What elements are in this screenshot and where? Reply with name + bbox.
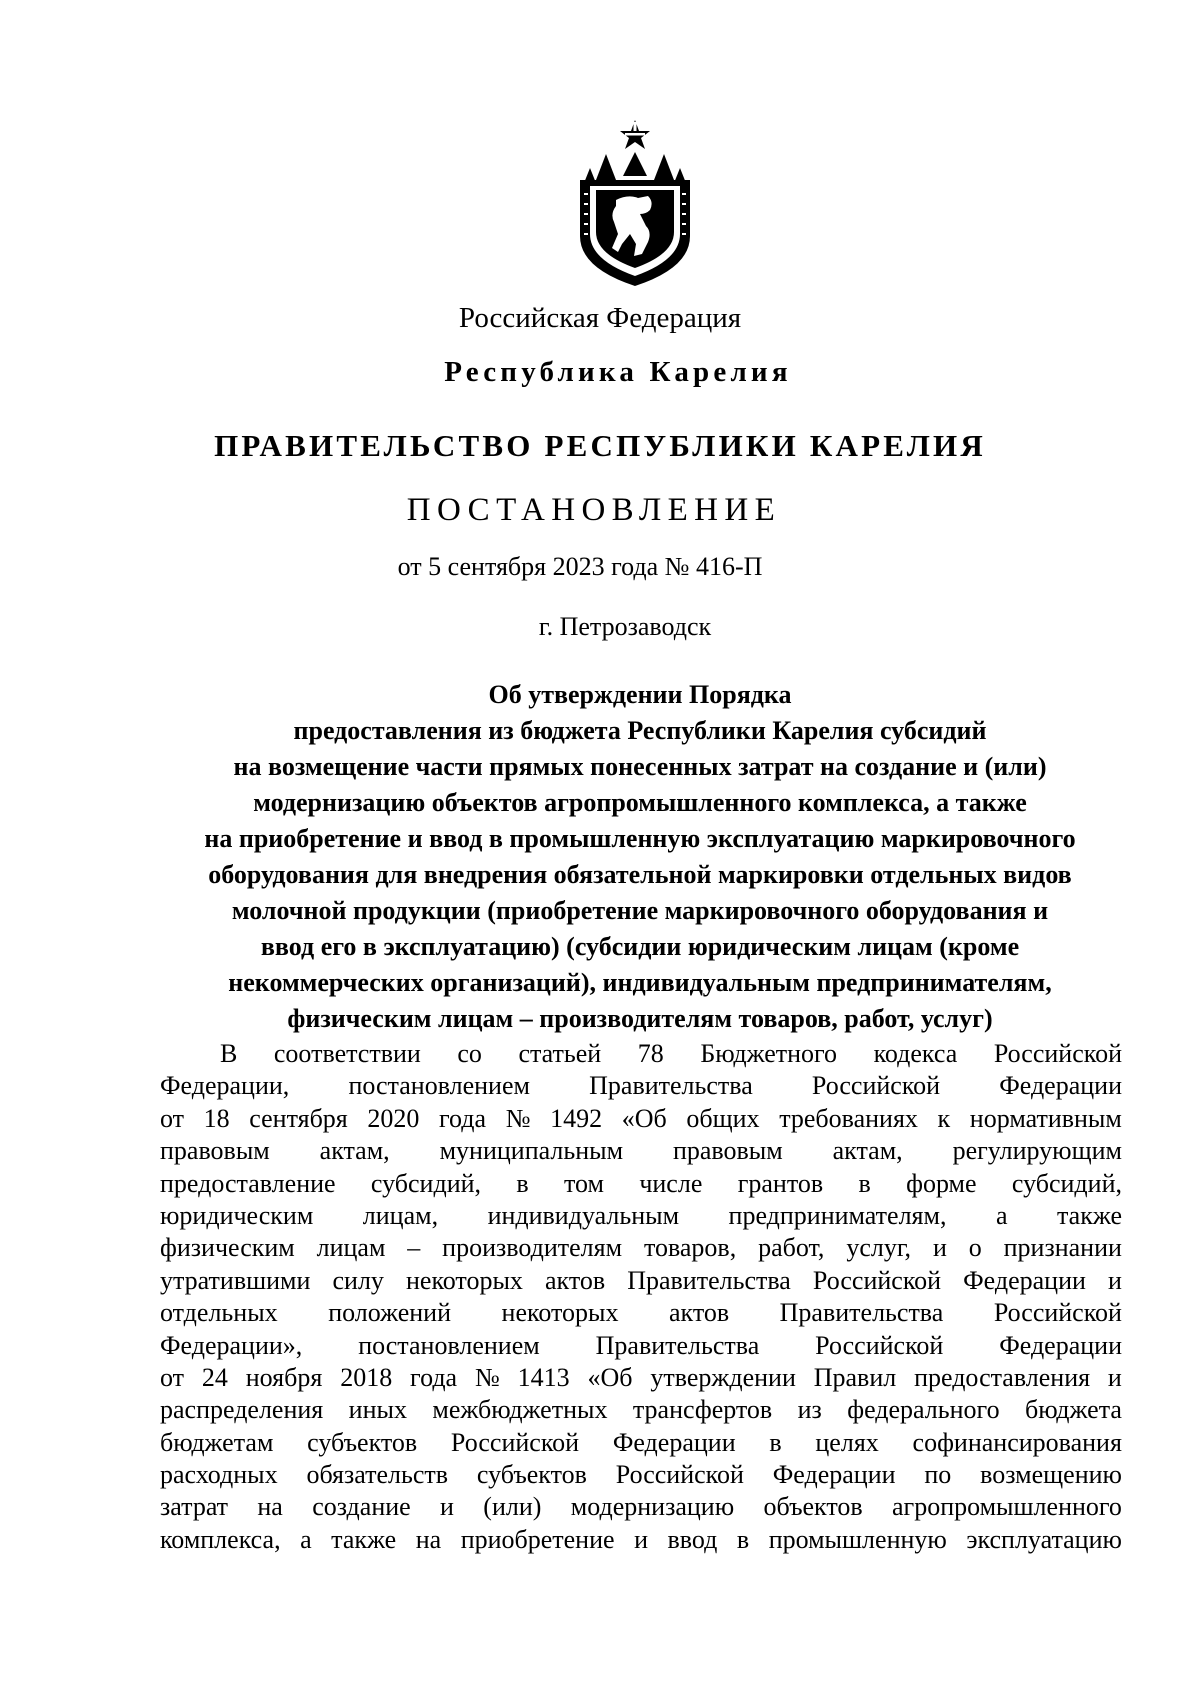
body-line: отдельных положений некоторых актов Правительства Российской [160, 1298, 1122, 1328]
title-line: молочной продукции (приобретение маркировочного оборудования и [231, 896, 1049, 925]
body-line: правовым актам, муниципальным правовым актам, регулирующим [160, 1136, 1122, 1166]
title-line: физическим лицам – производителям товаров, работ, услуг) [287, 1004, 993, 1033]
title-line: предоставления из бюджета Республики Карелия субсидий [293, 716, 987, 745]
title-line: ввод его в эксплуатацию) (субсидии юридическим лицам (кроме [260, 932, 1020, 961]
body-line: В соответствии со статьей 78 Бюджетного кодекса Российской [220, 1039, 1122, 1068]
title-line: модернизацию объектов агропромышленного комплекса, а также [253, 788, 1027, 817]
body-line: предоставление субсидий, в том числе грантов в форме субсидий, [160, 1168, 1122, 1198]
republic-name: Республика Карелия [444, 356, 792, 388]
document-city: г. Петрозаводск [538, 612, 712, 641]
karelia-coat-of-arms-icon [576, 118, 694, 288]
body-line: Федерации», постановлением Правительства Российской Федерации [160, 1330, 1122, 1360]
body-line: физическим лицам – производителям товаров, работ, услуг, и о признании [160, 1233, 1122, 1263]
body-line: от 18 сентября 2020 года № 1492 «Об общих требованиях к нормативным [160, 1103, 1122, 1133]
title-line: некоммерческих организаций), индивидуальным предпринимателям, [228, 968, 1052, 997]
body-line: утратившими силу некоторых актов Правительства Российской Федерации и [160, 1265, 1122, 1295]
body-line: Федерации, постановлением Правительства Российской Федерации [160, 1071, 1122, 1101]
title-line: на приобретение и ввод в промышленную эксплуатацию маркировочного [204, 824, 1076, 853]
body-line: комплекса, а также на приобретение и ввод в промышленную эксплуатацию [160, 1524, 1122, 1554]
title-line: оборудования для внедрения обязательной маркировки отдельных видов [208, 860, 1072, 889]
document-body [160, 1038, 1122, 1556]
body-line: распределения иных межбюджетных трансфертов из федерального бюджета [160, 1395, 1122, 1425]
body-line: от 24 ноября 2018 года № 1413 «Об утверждении Правил предоставления и [160, 1362, 1122, 1392]
body-line: затрат на создание и (или) модернизацию объектов агропромышленного [160, 1492, 1122, 1522]
document-title [160, 677, 1120, 1037]
title-line: на возмещение части прямых понесенных затрат на создание и (или) [233, 752, 1047, 781]
country-name: Российская Федерация [458, 302, 742, 334]
document-date-number: от 5 сентября 2023 года № 416-П [397, 552, 763, 581]
document-type: ПОСТАНОВЛЕНИЕ [406, 492, 782, 528]
body-line: бюджетам субъектов Российской Федерации в целях софинансирования [160, 1427, 1122, 1457]
title-line: Об утверждении Порядка [488, 680, 792, 709]
body-line: юридическим лицам, индивидуальным предпринимателям, а также [160, 1200, 1122, 1230]
body-line: расходных обязательств субъектов Российской Федерации по возмещению [160, 1460, 1122, 1490]
government-name: ПРАВИТЕЛЬСТВО РЕСПУБЛИКИ КАРЕЛИЯ [214, 428, 986, 463]
